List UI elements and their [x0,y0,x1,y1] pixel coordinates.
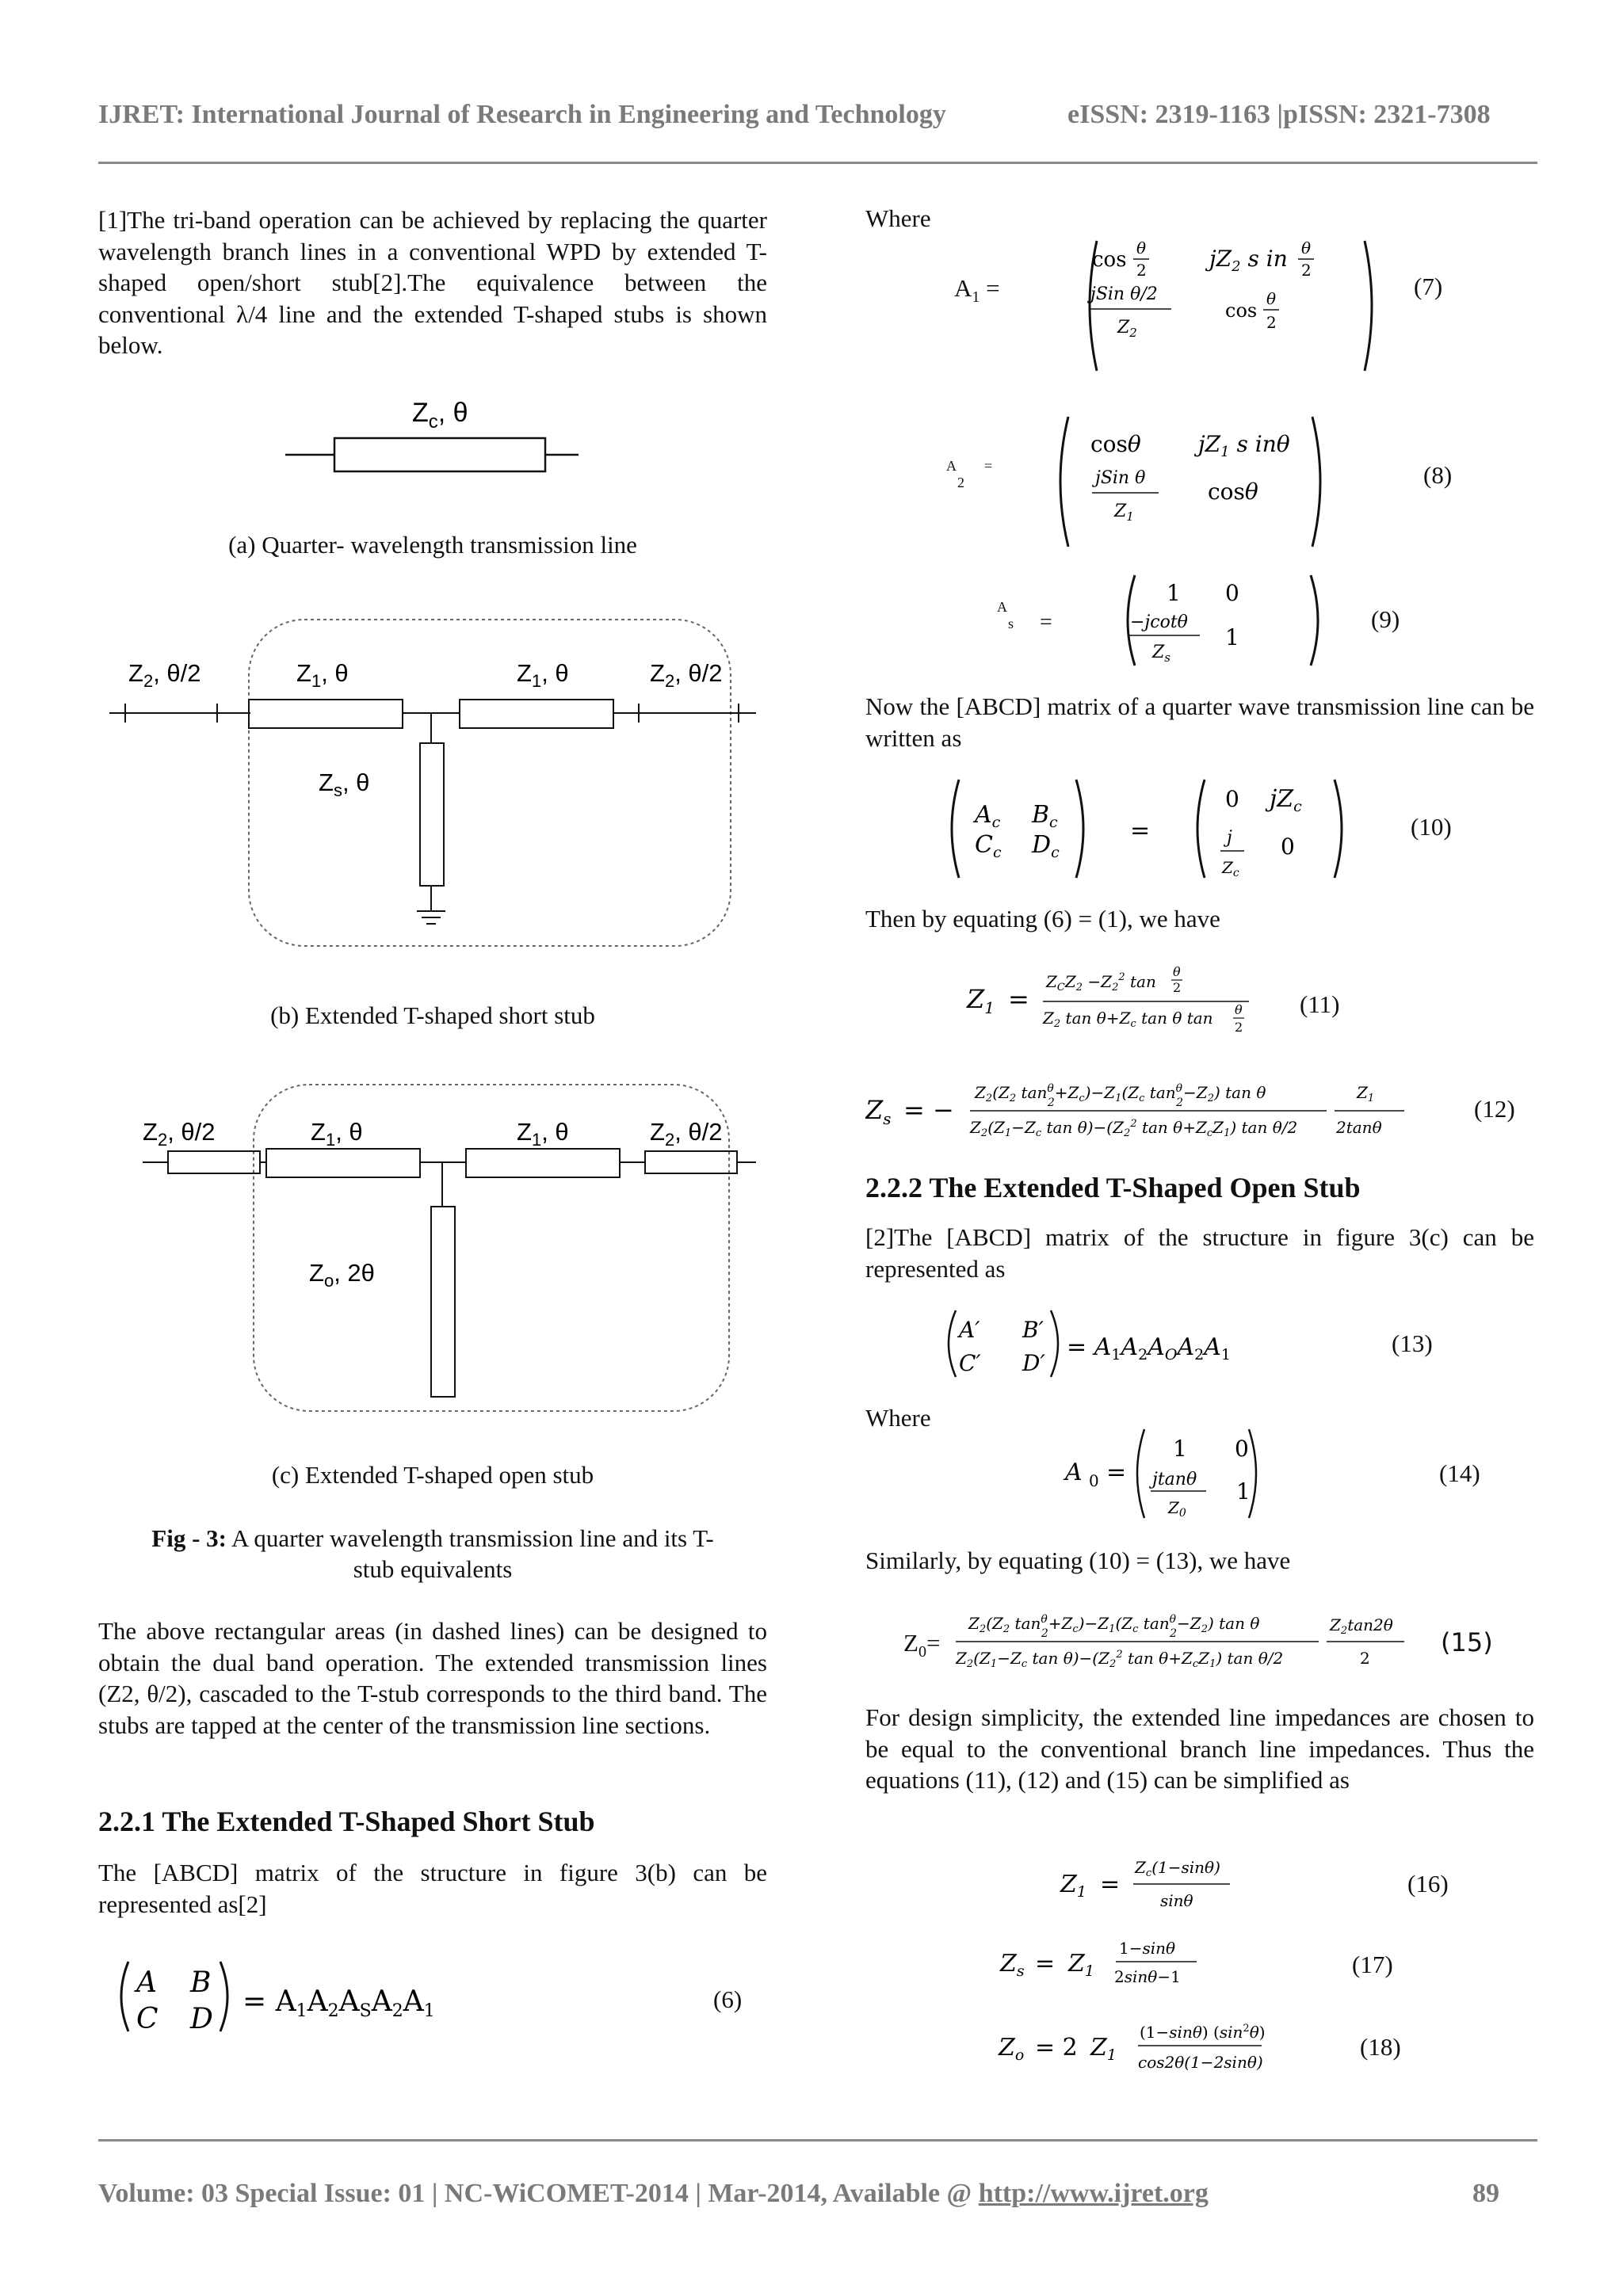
svg-text:Z1: $Z_1$ [967,984,995,1017]
eq7-number: (7) [1414,273,1443,300]
footer-link[interactable]: http://www.ijret.org [978,2179,1209,2208]
svg-text:θ: θ [1235,1002,1243,1017]
equation-17 [997,1927,1203,1998]
eq15-number: (15) [1441,1627,1493,1657]
svg-text:Z0: $Z_0$ [1168,1498,1186,1520]
similarly-equating-line: Similarly, by equating (10) = (13), we have [865,1547,1291,1574]
svg-text:Zs: $Z_s$ [1000,1950,1025,1980]
svg-text:θ: θ [1173,964,1181,979]
equation-9-matrix [1117,569,1331,672]
svg-text:2: 2 [1235,1020,1243,1035]
svg-text:2: 2 [1266,313,1277,332]
svg-text:Zc(1−sinθ): $Z_c(1-\sin\theta)$ [1135,1858,1220,1879]
journal-issn: eISSN: 2319-1163 |pISSN: 2321-7308 [1067,100,1491,129]
svg-text:Cc: $C_c$ [975,831,1002,861]
fig3-bold-label: Fig - 3: [151,1524,227,1552]
svg-text:Z1: $Z_1$ [1068,1950,1094,1980]
svg-text:cos: cos [1225,299,1258,322]
fig-c-caption: (c) Extended T-shaped open stub [271,1461,594,1489]
eq6-number: (6) [713,1985,743,2013]
equation-13 [940,1306,1289,1385]
svg-text:θ: θ [1136,238,1147,257]
equation-16 [1057,1848,1263,1919]
equation-14 [1062,1423,1292,1526]
svg-text:Zs: $Z_s$ [865,1095,892,1128]
eq11-number: (11) [1300,990,1340,1018]
svg-text:C: C [136,2003,158,2035]
heading-2-2-1: 2.2.1 The Extended T-Shaped Short Stub [98,1806,595,1837]
svg-text:=: = [1035,1950,1056,1978]
svg-text:= 2: = 2 [1035,2034,1078,2061]
svg-text:=: = [1106,1459,1127,1486]
svg-text:Z2: $Z_2$ [1117,318,1137,340]
svg-text:j: j [1227,828,1232,848]
a2-label: A 2 = [946,458,993,490]
fig3-caption-line1: A quarter wavelength transmission line and its T- [226,1524,714,1552]
svg-text:Dc: $D_c$ [1032,831,1060,861]
fig-b-z1-left: $Z_1$, θ [296,659,349,691]
svg-text:A: A [1065,1459,1083,1486]
svg-text:0: 0 [1225,580,1239,606]
svg-text:jZ1 s inθ: $jZ_1$ s inθ [1198,431,1290,460]
svg-text:θ: θ [1266,289,1277,308]
svg-text:(1−sinθ) (sin2θ): (1−sinθ) $(\sin^2\theta)$ [1140,2023,1266,2042]
svg-text:=: = [1100,1871,1121,1898]
equation-18 [995,2011,1281,2082]
svg-text:Z1: $Z_1$ [1060,1871,1086,1901]
abcd-short-stub-paragraph [98,1857,767,1920]
equation-12 [865,1070,1420,1149]
svg-text:Z2(Z2 tanθ2+Zc)−Z1(Zc tanθ2−Z2: $Z_2(Z_2$ $\tan^\theta 2+Z_c)-Z_1(Z_c$ $\tan^\theta 2-Z_2$) tan θ [975,1082,1266,1109]
svg-text:0: 0 [1281,833,1295,860]
abcd-open-stub-paragraph [865,1222,1534,1284]
svg-text:ZCZ2 −Z22 tan: $Z_CZ_2 -Z_2^2$ tan [1046,971,1156,994]
fig-c-z2-left: $Z_2$, θ/2 [143,1118,216,1150]
equation-6 [111,1955,523,2042]
dashed-areas-paragraph [98,1615,767,1741]
svg-text:cos: cos [1092,248,1127,272]
figure-3-caption [98,1523,767,1585]
eq9-number: (9) [1371,605,1400,633]
para-open-text: [2]The [ABCD] matrix of the structure in figure 3(c) can be represented as [865,1223,1534,1283]
eq12-number: (12) [1474,1095,1515,1123]
svg-text:2tanθ: 2tanθ [1336,1118,1382,1137]
svg-text:= −: = − [903,1095,954,1125]
svg-text:=: = [1130,817,1151,845]
fig-c-z1-left: $Z_1$, θ [311,1118,363,1150]
para3-text: The [ABCD] matrix of the structure in figure 3(b) can be represented as[2] [98,1859,767,1918]
eq13-number: (13) [1392,1329,1433,1357]
svg-text:2: 2 [1173,980,1182,995]
svg-text:1: 1 [1225,624,1239,650]
intro-text: [1]The tri-band operation can be achieved by replacing the quarter wavelength branch lines in a conventional WPD by extended T-shaped open/short stub[2].The equivalence between the conventional λ/4 line and the extended T-shaped stubs is shown below. [98,206,767,359]
svg-text:2: 2 [1360,1649,1370,1668]
svg-text:−jcotθ: −jcotθ [1130,612,1188,632]
figure-a-quarter-wave-line [277,392,586,487]
svg-text:D: D [190,2003,213,2035]
design-simplicity-paragraph [865,1702,1534,1796]
eq14-number: (14) [1439,1459,1480,1487]
fig-b-z2-right: $Z_2$, θ/2 [650,659,723,691]
svg-text:Zs: $Z_s$ [1152,643,1170,665]
svg-text:D′: D′ [1022,1350,1045,1376]
svg-text:Bc: $B_c$ [1032,801,1058,831]
svg-text:=: = [1008,984,1029,1014]
svg-text:jZ2 s in: $jZ_2$ s in [1209,246,1288,275]
page-number: 89 [1472,2179,1499,2208]
svg-text:= A1A2ASA2A1: = A1A2ASA2A1 [242,1985,435,2021]
equation-10 [940,773,1368,884]
svg-text:jSin θ: jSin θ [1095,468,1146,488]
svg-text:C′: C′ [959,1350,981,1376]
svg-text:B: B [190,1966,212,1999]
abcd-quarter-wave-paragraph [865,691,1534,753]
footer-text [98,2179,1209,2209]
svg-text:Z2(Z1−Zc tan θ)−(Z22 tan θ+ZcZ: $Z_2(Z_1-Z_c$ $\tan \theta)-(Z_2^2$ $\tan \theta+Z_cZ_1$) tan θ/2 [956,1649,1284,1670]
where-label-2: Where [865,1404,931,1432]
svg-text:Z1: $Z_1$ [1357,1083,1375,1104]
para-design-text: For design simplicity, the extended line impedances are chosen to be equal to the conventional branch line impedances. Thus the equations (11), (12) and (15) can be simplified as [865,1703,1534,1794]
fig-b-z1-right: $Z_1$, θ [517,659,569,691]
intro-paragraph [98,204,767,361]
fig-b-z2-left: $Z_2$, θ/2 [128,659,201,691]
svg-text:2: 2 [1301,261,1312,280]
equation-8-matrix [1048,410,1333,553]
as-label: A s = [997,599,1052,635]
footer-rule [98,2139,1537,2142]
fig-c-z2-right: $Z_2$, θ/2 [650,1118,723,1150]
svg-text:1: 1 [1236,1478,1251,1505]
svg-text:A′: A′ [959,1317,980,1343]
header-rule [98,162,1537,164]
svg-text:1: 1 [1173,1436,1187,1462]
fig-a-label: $Z_c$, θ [412,398,468,433]
svg-text:1−sinθ: 1−sinθ [1119,1939,1176,1958]
svg-text:jtanθ: jtanθ [1152,1470,1197,1489]
z0-label: $Z_0=$ [903,1629,941,1661]
figure-c-open-stub [98,1074,767,1430]
heading-2-2-2: 2.2.2 The Extended T-Shaped Open Stub [865,1172,1361,1203]
eq17-number: (17) [1352,1951,1393,1978]
svg-text:cosθ: cosθ [1090,431,1141,457]
fig-c-z1-right: $Z_1$, θ [517,1118,569,1150]
svg-text:A: A [136,1966,157,1999]
svg-text:1: 1 [1167,580,1181,606]
svg-text:= A1A2AOA2A1: = $A_1A_2A_OA_2A_1$ [1067,1333,1231,1363]
then-equating-line: Then by equating (6) = (1), we have [865,905,1220,933]
svg-text:cos2θ(1−2sinθ): cos2θ(1−2sinθ) [1138,2053,1263,2072]
svg-text:0: 0 [1225,786,1239,812]
svg-text:jSin θ/2: jSin θ/2 [1090,284,1158,304]
eq10-number: (10) [1411,813,1452,841]
svg-text:Z2tan2θ: $Z_2\tan 2\theta$ [1330,1615,1393,1637]
svg-text:0: 0 [1089,1471,1099,1490]
svg-text:sinθ: sinθ [1160,1891,1193,1910]
svg-text:2: 2 [1136,261,1147,280]
svg-text:Zo: $Z_o$ [999,2034,1025,2064]
svg-text:jZc: $jZ_c$ [1270,785,1302,815]
eq8-number: (8) [1423,461,1453,489]
svg-text:Ac: $A_c$ [975,801,1001,831]
fig3-caption-line2: stub equivalents [353,1555,513,1583]
equation-7-matrix [1078,235,1395,377]
fig-b-caption: (b) Extended T-shaped short stub [270,1001,595,1029]
svg-text:Z2 tan θ+Zc tan θ tan: $Z_2$ $\tan \theta+Z_c$ tan θ tan [1043,1009,1213,1030]
eq18-number: (18) [1360,2033,1401,2061]
svg-text:Z1: $Z_1$ [1090,2034,1117,2064]
para-now-text: Now the [ABCD] matrix of a quarter wave transmission line can be written as [865,692,1534,752]
svg-text:B′: B′ [1022,1317,1044,1343]
svg-text:cosθ: cosθ [1208,479,1258,505]
journal-title: IJRET: International Journal of Research in Engineering and Technology [98,100,946,129]
para2-text: The above rectangular areas (in dashed lines) can be designed to obtain the dual band operation. The extended transmission lines (Z2, θ/2), cascaded to the T-stub corresponds to the third band. The stubs are tapped at the center of the transmission line sections. [98,1617,767,1739]
svg-text:0: 0 [1235,1436,1249,1462]
a1-label: $A_1$ = [954,274,1000,307]
fig-a-caption: (a) Quarter- wavelength transmission line [228,531,637,559]
svg-text:θ: θ [1301,238,1312,257]
svg-text:Zc: $Z_c$ [1222,858,1239,879]
equation-11 [964,957,1265,1044]
eq16-number: (16) [1407,1870,1449,1897]
svg-text:2sinθ−1: 2sinθ−1 [1114,1967,1181,1986]
svg-text:Z1: $Z_1$ [1114,502,1134,524]
svg-text:Z2(Z1−Zc tan θ)−(Z22 tan θ+ZcZ: $Z_2(Z_1-Z_c$ $\tan \theta)-(Z_2^2$ $\tan \theta+Z_cZ_1$) tan θ/2 [970,1118,1298,1139]
fig-c-zo: $Z_o$, 2θ [309,1259,375,1291]
svg-text:Z2(Z2 tanθ2+Zc)−Z1(Zc tanθ2−Z2: $Z_2(Z_2$ $\tan^\theta 2+Z_c)-Z_1(Z_c$ $\tan^\theta 2-Z_2$) tan θ [968,1613,1260,1640]
equation-15 [956,1600,1463,1680]
figure-b-short-stub [98,610,767,959]
fig-b-zs: $Z_s$, θ [319,769,370,800]
where-label-1: Where [865,204,931,232]
footer-volume-info: Volume: 03 Special Issue: 01 | NC-WiCOMET-2014 | Mar-2014, Available @ [98,2179,979,2208]
